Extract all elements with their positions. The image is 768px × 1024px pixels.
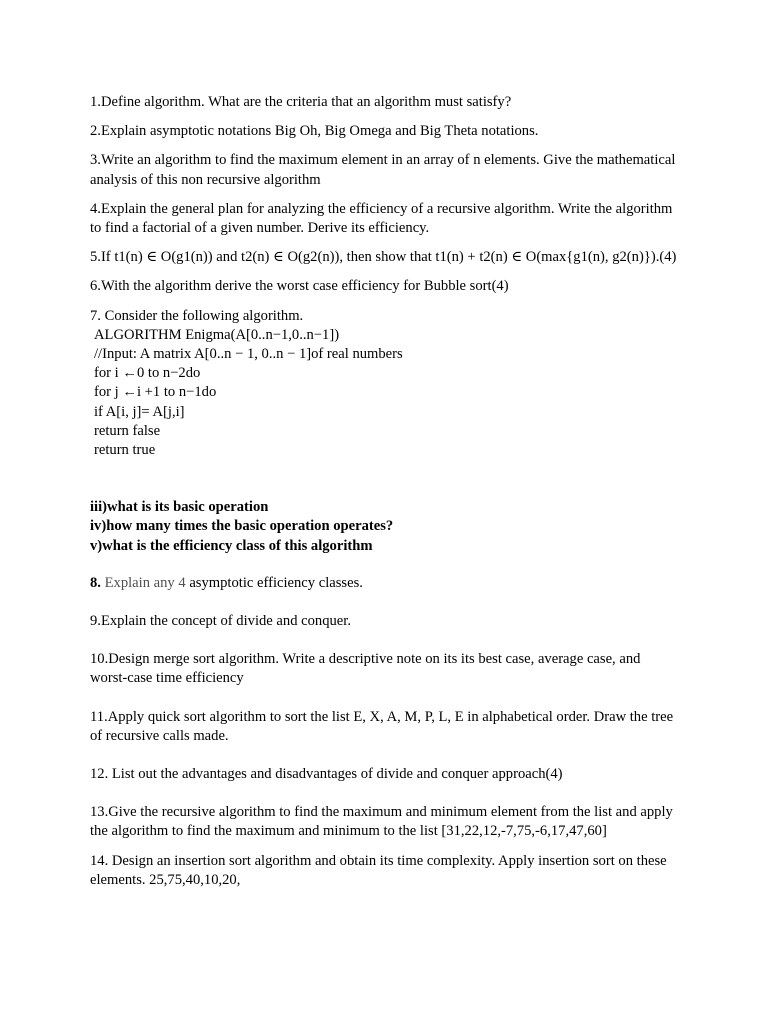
question-7-subparts	[90, 498, 680, 556]
algorithm-line: ALGORITHM Enigma(A[0..n−1,0..n−1])	[94, 326, 340, 343]
algorithm-line: for i ←0 to n−2do	[94, 365, 201, 382]
subpart-v: v)what is the efficiency class of this algorithm	[90, 537, 373, 554]
algorithm-line: return true	[94, 442, 156, 459]
subpart-iii: iii)what is its basic operation	[90, 499, 269, 516]
question-7	[90, 307, 680, 461]
question-8-muted-text: Explain any 4	[104, 574, 186, 591]
question-1: 1.Define algorithm. What are the criteria that an algorithm must satisfy?	[90, 94, 512, 110]
document-page	[90, 93, 680, 900]
question-14: 14. Design an insertion sort algorithm and obtain its time complexity. Apply insertion sort on these elements. 25,75,40,10,20,	[90, 852, 667, 888]
question-5: 5.If t1(n) ∈ O(g1(n)) and t2(n) ∈ O(g2(n)), then show that t1(n) + t2(n) ∈ O(max{g1(n), g2(n)}).(4)	[90, 249, 677, 266]
algorithm-line: if A[i, j]= A[j,i]	[94, 403, 185, 420]
question-8-number: 8.	[90, 574, 101, 591]
question-10: 10.Design merge sort algorithm. Write a descriptive note on its its best case, average case, and worst-case time efficiency	[90, 651, 641, 687]
algorithm-line: for j ←i +1 to n−1do	[94, 384, 217, 401]
algorithm-line: return false	[94, 422, 161, 439]
algorithm-line: //Input: A matrix A[0..n − 1, 0..n − 1]of real numbers	[94, 346, 403, 363]
question-4: 4.Explain the general plan for analyzing the efficiency of a recursive algorithm. Write the algorithm to find a factorial of a given number. Derive its efficiency.	[90, 200, 673, 237]
question-8	[90, 574, 680, 593]
question-6: 6.With the algorithm derive the worst case efficiency for Bubble sort(4)	[90, 278, 509, 295]
question-12: 12. List out the advantages and disadvantages of divide and conquer approach(4)	[90, 766, 563, 783]
question-8-text: asymptotic efficiency classes.	[189, 574, 363, 591]
question-7-intro: 7. Consider the following algorithm.	[90, 307, 304, 324]
question-9: 9.Explain the concept of divide and conquer.	[90, 613, 351, 630]
question-3: 3.Write an algorithm to find the maximum element in an array of n elements. Give the mathematical analysis of this non recursive algorithm	[90, 152, 676, 188]
question-13: 13.Give the recursive algorithm to find the maximum and minimum element from the list and apply the algorithm to find the maximum and minimum to the list [31,22,12,-7,75,-6,17,47,60]	[90, 804, 673, 840]
subpart-iv: iv)how many times the basic operation operates?	[90, 518, 394, 535]
question-2: 2.Explain asymptotic notations Big Oh, Big Omega and Big Theta notations.	[90, 123, 539, 140]
question-11: 11.Apply quick sort algorithm to sort the list E, X, A, M, P, L, E in alphabetical order. Draw the tree of recursive calls made.	[90, 708, 674, 744]
